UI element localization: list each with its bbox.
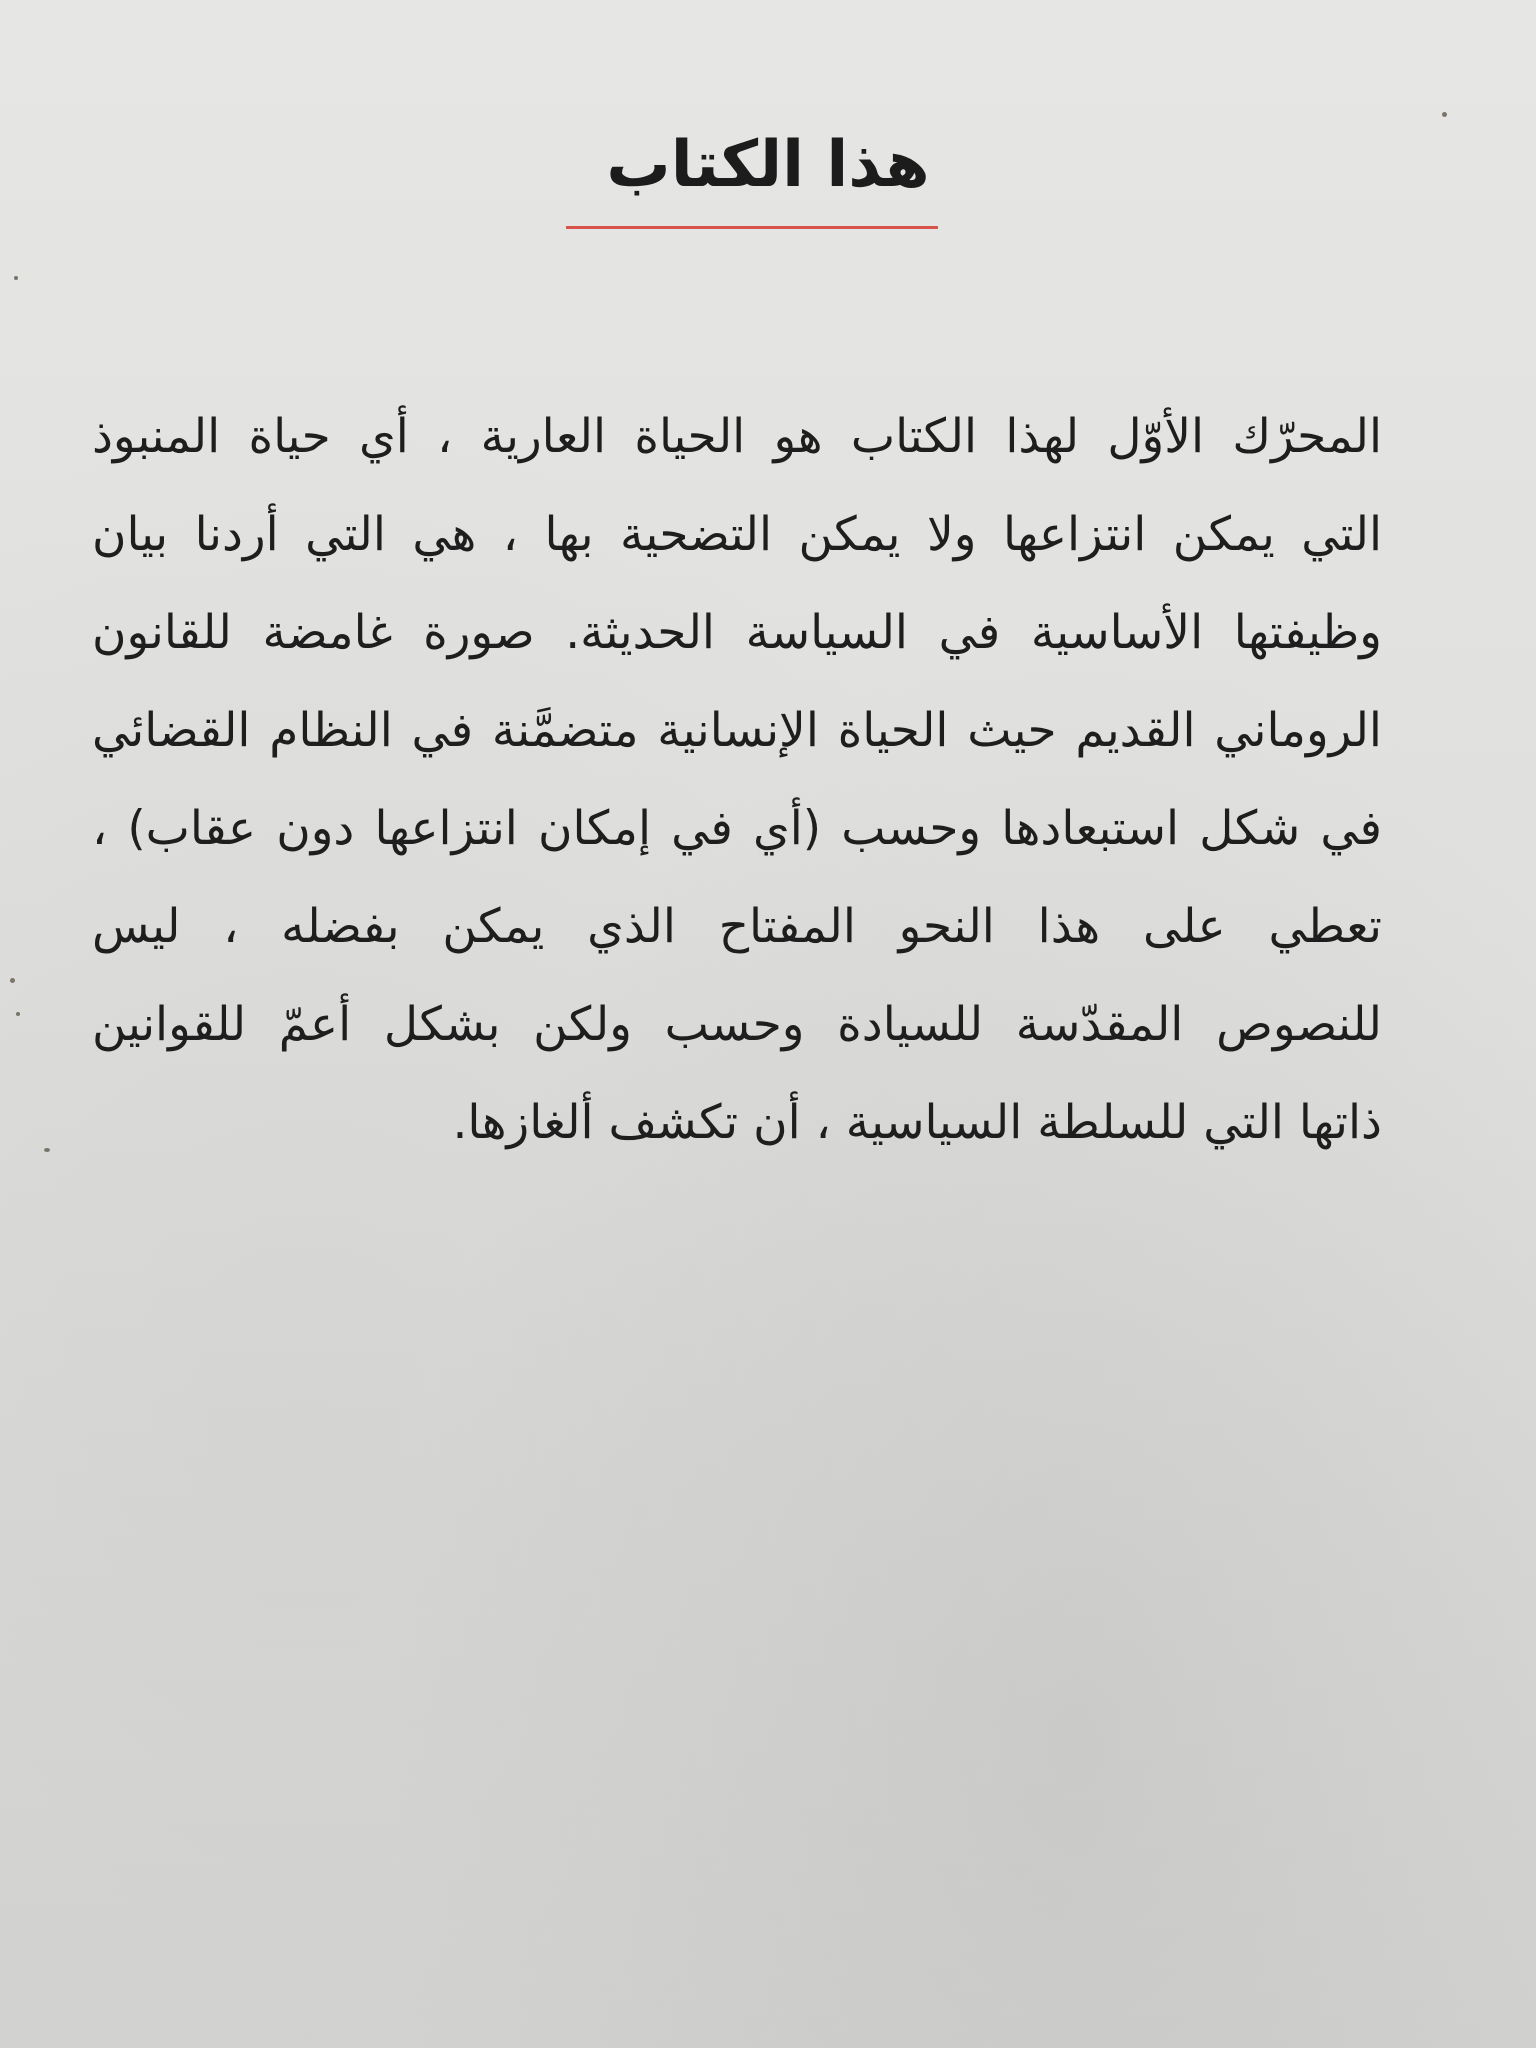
paper-speck [44,1148,50,1152]
page-title: هذا الكتاب [606,128,930,202]
paragraph-line: التي يمكن انتزاعها ولا يمكن التضحية بها ، هي التي أردنا بيان [92,507,1382,562]
paragraph-line: في شكل استبعادها وحسب (أي في إمكان انتزاعها دون عقاب) ، [92,801,1382,856]
paragraph-line: المحرّك الأوّل لهذا الكتاب هو الحياة العارية ، أي حياة المنبوذ [92,409,1382,464]
paragraph-line: للنصوص المقدّسة للسيادة وحسب ولكن بشكل أعمّ للقوانين [92,997,1382,1052]
body-paragraph [92,388,1382,1172]
paragraph-line: تعطي على هذا النحو المفتاح الذي يمكن بفضله ، ليس [92,899,1382,954]
paragraph-line: ذاتها التي للسلطة السياسية ، أن تكشف ألغازها. [452,1095,1382,1150]
paper-speck [14,276,18,280]
title-underline [566,226,938,229]
paragraph-line: وظيفتها الأساسية في السياسة الحديثة. صورة غامضة للقانون [92,605,1382,660]
paper-speck [16,1012,20,1016]
paragraph-line: الروماني القديم حيث الحياة الإنسانية متضمَّنة في النظام القضائي [92,703,1382,758]
paper-speck [10,978,15,983]
